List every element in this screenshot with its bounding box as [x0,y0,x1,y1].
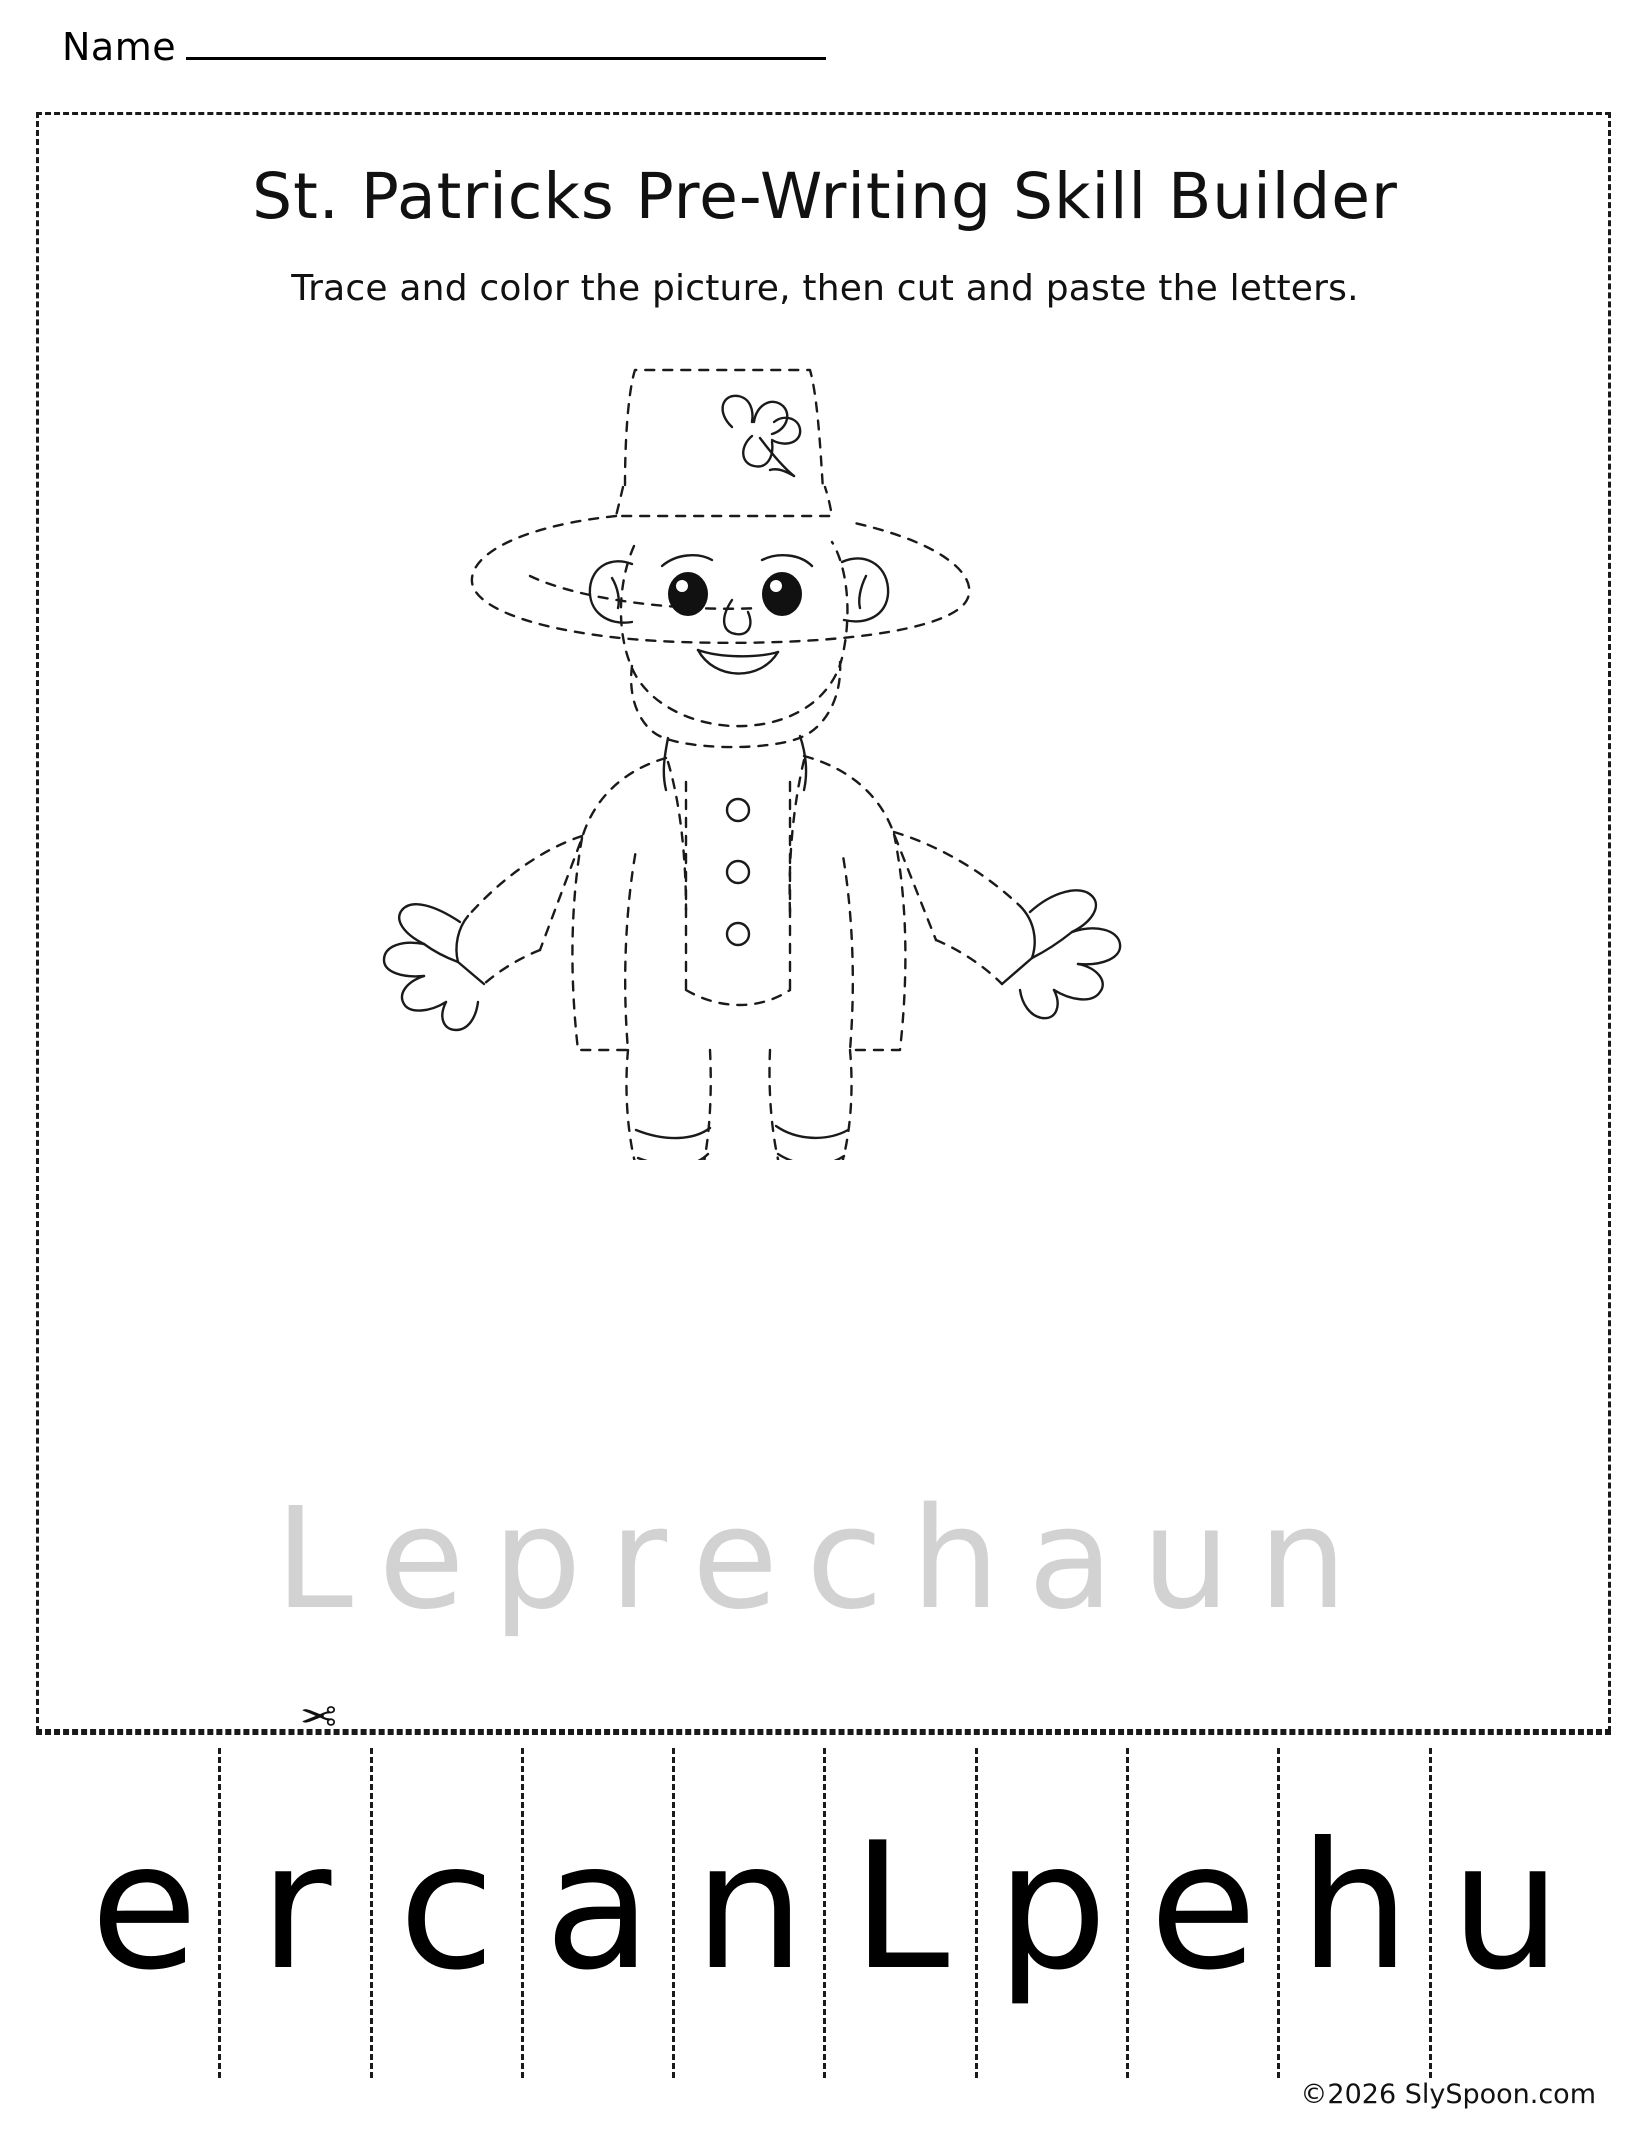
letter-glyph: u [1450,1805,1562,2009]
cut-line [36,1732,1611,1735]
letter-cell[interactable] [70,1748,221,2078]
letter-cell[interactable] [978,1748,1129,2078]
letter-cutout-strip [70,1748,1580,2078]
name-label: Name [62,25,177,69]
scissors-icon: ✂ [300,1692,337,1743]
letter-glyph: c [398,1805,495,2009]
letter-cell[interactable] [373,1748,524,2078]
page-subtitle: Trace and color the picture, then cut and paste the letters. [291,268,1359,309]
letter-cell[interactable] [1280,1748,1431,2078]
letter-cell[interactable] [1129,1748,1280,2078]
letter-cell[interactable] [826,1748,977,2078]
letter-glyph: n [693,1805,805,2009]
name-write-line[interactable] [186,57,826,60]
name-field-row [62,25,826,69]
copyright-footer: ©2026 SlySpoon.com [1300,2079,1596,2110]
letter-glyph: L [851,1805,950,2009]
letter-cell[interactable] [221,1748,372,2078]
letter-cell[interactable] [524,1748,675,2078]
letter-glyph: a [544,1805,652,2009]
letter-glyph: r [259,1805,332,2009]
leprechaun-illustration [380,350,1180,1160]
letter-cell[interactable] [1432,1748,1580,2078]
letter-glyph: p [996,1805,1108,2009]
letter-glyph: e [1149,1805,1258,2009]
letter-glyph: h [1299,1805,1410,2009]
page-title: St. Patricks Pre-Writing Skill Builder [252,160,1398,233]
letter-glyph: e [90,1805,198,2009]
trace-word[interactable]: Leprechaun [274,1478,1376,1641]
letter-cell[interactable] [675,1748,826,2078]
